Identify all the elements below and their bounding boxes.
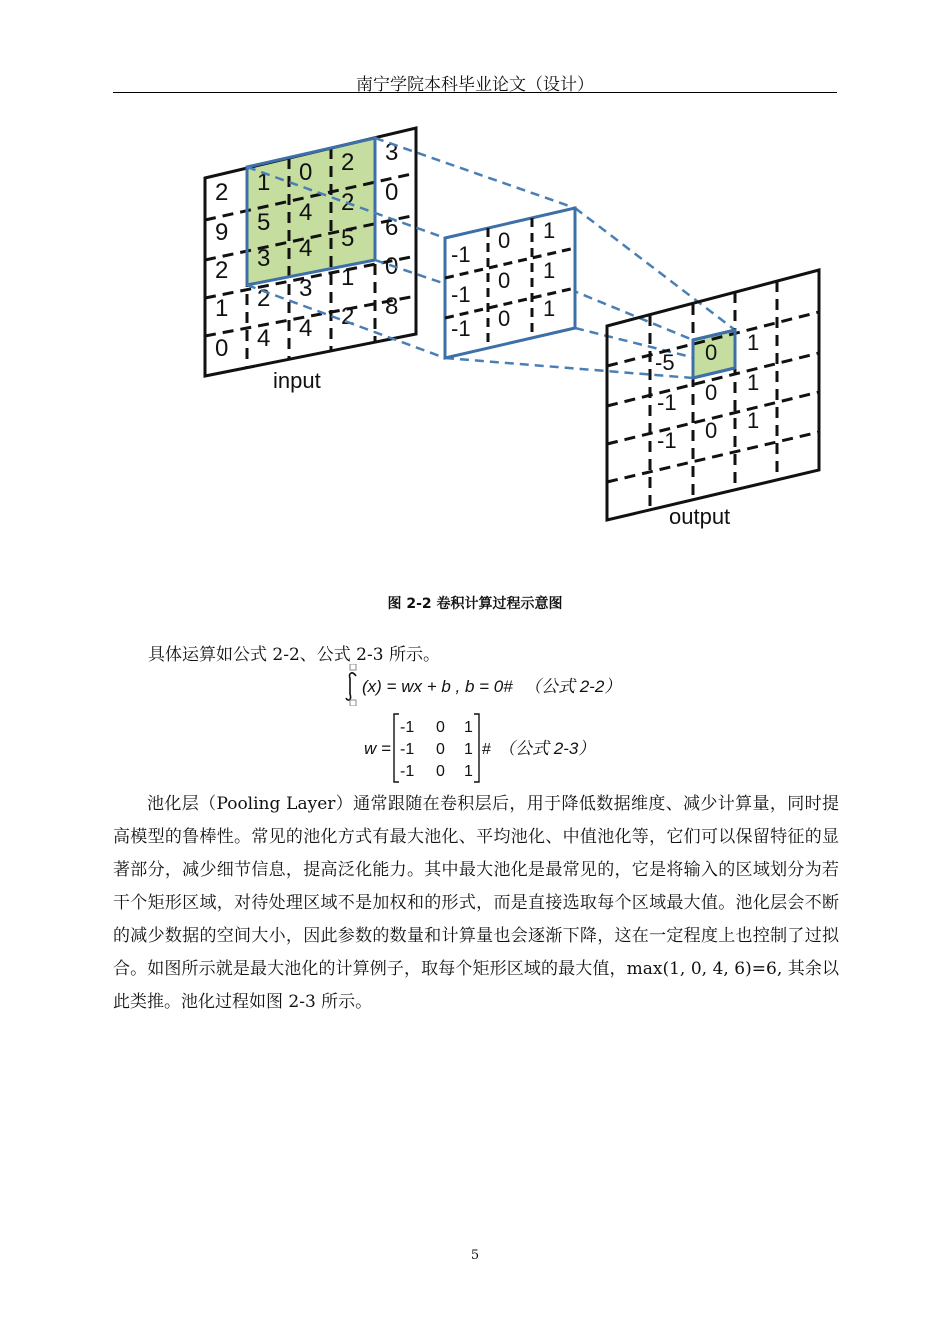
kernel-cell: 0 <box>498 306 511 331</box>
output-values <box>655 330 759 453</box>
matrix-cell: 1 <box>464 719 473 736</box>
input-cell: 2 <box>215 179 229 206</box>
input-cell: 2 <box>341 303 355 330</box>
input-label: input <box>273 368 321 393</box>
convolution-diagram <box>195 120 885 540</box>
body-paragraph: 池化层（Pooling Layer）通常跟随在卷积层后，用于降低数据维度、减少计算量，同时提高模型的鲁棒性。常见的池化方式有最大池化、平均池化、中值池化等，它们可以保留特征的显著部分，减少细节信息，提高泛化能力。其中最大池化是最常见的，它是将输入的区域划分为若干个矩形区域，对待处理区域不是加权和的形式，而是直接选取每个区域最大值。池化层会不断的减少数据的空间大小，因此参数的数量和计算量也会逐渐下降，这在一定程度上也控制了过拟合。如图所示就是最大池化的计算例子，取每个矩形区域的最大值，max(1, 0, 4, 6)=6, 其余以此类推。池化过程如图 2-3 所示。 <box>113 794 839 1012</box>
kernel-grid <box>445 208 575 358</box>
kernel-cell: 0 <box>498 228 511 253</box>
input-cell: 0 <box>385 253 399 280</box>
input-cell: 3 <box>257 245 271 272</box>
kernel-cell: 1 <box>543 258 556 283</box>
equation-2-3 <box>362 712 642 784</box>
output-cell: 1 <box>747 408 760 433</box>
right-bracket-icon <box>474 714 479 782</box>
output-cell: -1 <box>657 390 677 415</box>
input-cell: 1 <box>257 169 271 196</box>
output-cell: 0 <box>705 418 718 443</box>
equation-hash: # <box>482 741 491 758</box>
matrix-cell: -1 <box>400 741 415 758</box>
input-cell: 5 <box>341 225 355 252</box>
input-cell: 9 <box>215 219 229 246</box>
kernel-cell: -1 <box>451 242 471 267</box>
page-number: 5 <box>470 1248 480 1263</box>
placeholder-box-icon <box>350 664 356 670</box>
output-cell: -5 <box>655 350 675 375</box>
equation-label: （公式 2-3） <box>498 739 596 758</box>
input-cell: 4 <box>257 325 271 352</box>
matrix-values <box>400 719 473 780</box>
matrix-cell: 0 <box>436 763 445 780</box>
left-bracket-icon <box>394 714 399 782</box>
equation-body: (x) = wx + b , b = 0# <box>362 677 513 696</box>
input-cell: 4 <box>299 315 313 342</box>
input-cell: 3 <box>385 139 399 166</box>
input-cell: 2 <box>257 285 271 312</box>
input-cell: 2 <box>341 189 355 216</box>
matrix-cell: 0 <box>436 719 445 736</box>
input-grid <box>205 128 416 393</box>
output-cell: 1 <box>747 330 760 355</box>
input-cell: 3 <box>299 275 313 302</box>
input-cell: 0 <box>385 179 399 206</box>
kernel-cell: -1 <box>451 316 471 341</box>
input-cell: 4 <box>299 235 313 262</box>
output-cell: 1 <box>747 370 760 395</box>
input-cell: 0 <box>299 159 313 186</box>
equation-2-2 <box>344 664 664 706</box>
matrix-cell: 1 <box>464 741 473 758</box>
input-cell: 1 <box>215 295 229 322</box>
input-cell: 8 <box>385 293 399 320</box>
figure-caption: 图 2-2 卷积计算过程示意图 <box>387 596 563 612</box>
input-cell: 0 <box>215 335 229 362</box>
page-header <box>113 70 837 93</box>
kernel-cell: 1 <box>543 296 556 321</box>
output-cell: 0 <box>705 340 718 365</box>
intro-text: 具体运算如公式 2-2、公式 2-3 所示。 <box>148 645 440 665</box>
input-cell: 2 <box>215 257 229 284</box>
input-cell: 2 <box>341 149 355 176</box>
matrix-cell: 0 <box>436 741 445 758</box>
kernel-cell: -1 <box>451 282 471 307</box>
output-cell: -1 <box>657 428 677 453</box>
input-cell: 1 <box>341 264 355 291</box>
output-grid <box>607 270 819 529</box>
input-cell: 5 <box>257 209 271 236</box>
output-cell: 0 <box>705 380 718 405</box>
header-title: 南宁学院本科毕业论文（设计） <box>356 75 594 95</box>
equation-label: （公式 2-2） <box>524 677 622 696</box>
integral-icon <box>346 673 356 700</box>
output-label: output <box>669 504 731 529</box>
matrix-cell: -1 <box>400 719 415 736</box>
input-cell: 4 <box>299 199 313 226</box>
kernel-cell: 1 <box>543 218 556 243</box>
placeholder-box-icon <box>350 700 356 706</box>
equation-lhs: w = <box>364 739 391 758</box>
input-cell: 6 <box>385 214 399 241</box>
matrix-cell: -1 <box>400 763 415 780</box>
kernel-cell: 0 <box>498 268 511 293</box>
matrix-cell: 1 <box>464 763 473 780</box>
